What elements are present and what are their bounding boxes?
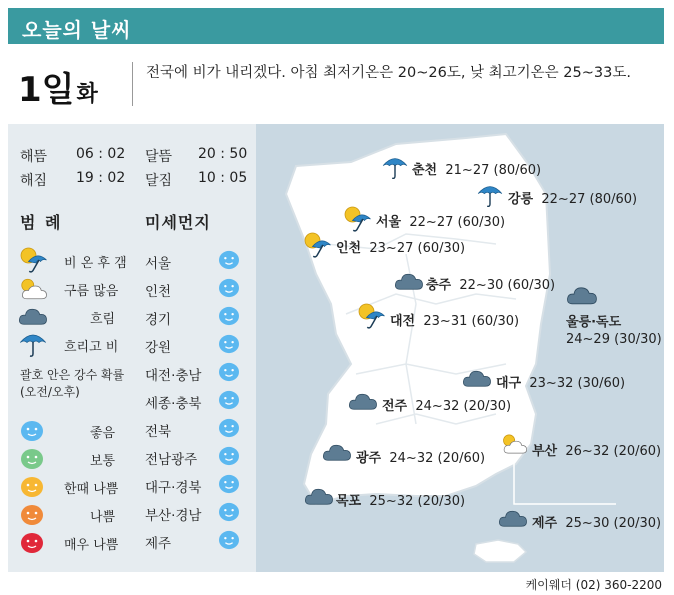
dust-title: 미세먼지 [145, 213, 211, 232]
cloud-icon [348, 391, 378, 411]
title-bar [8, 8, 664, 44]
good-face-icon [218, 530, 240, 550]
dust-region-label: 세종·충북 [145, 396, 202, 412]
dust-region-label: 대구·경북 [145, 480, 202, 496]
sunrise-label: 해뜸 [20, 149, 48, 165]
korea-map [256, 124, 664, 572]
good-face-icon [218, 362, 240, 382]
dust-region-label: 부산·경남 [145, 508, 202, 524]
source-credit: 케이웨더 (02) 360-2200 [525, 578, 662, 592]
dust-level-label: 매우 나쁨 [64, 538, 119, 553]
forecast-summary: 전국에 비가 내리겠다. 아침 최저기온은 20~26도, 낮 최고기온은 25~33도. [146, 65, 631, 81]
city-incheon: 인천 23~27 (60/30) [336, 241, 466, 256]
dust-region-label: 대전·충남 [145, 368, 202, 384]
good-face-icon [218, 334, 240, 354]
umbrella-icon [381, 153, 409, 181]
good-face-icon [218, 250, 240, 270]
dust-region-label: 인천 [145, 284, 172, 300]
good-face-icon [218, 278, 240, 298]
umbrella-icon [476, 181, 504, 209]
city-gangneung: 강릉 22~27 (80/60) [508, 192, 638, 207]
dust-region-label: 강원 [145, 340, 172, 356]
moonset-label: 달짐 [145, 173, 173, 189]
city-daegu: 대구 23~32 (30/60) [496, 376, 626, 391]
day-number: 1일 [18, 70, 75, 110]
city-ulleung: 울릉·독도 [566, 315, 622, 330]
weekday: 화 [76, 82, 98, 107]
sun-umbrella-icon [302, 230, 332, 260]
cloud-icon [304, 486, 334, 506]
sun-umbrella-icon [356, 301, 386, 331]
good-face-icon [20, 420, 44, 442]
city-mokpo: 목포 25~32 (20/30) [336, 494, 466, 509]
umbrella-icon [18, 329, 48, 359]
moonrise-time: 20 : 50 [198, 146, 248, 162]
cloud-icon [462, 368, 492, 388]
dust-region-label: 전남광주 [145, 452, 198, 468]
date-display [18, 62, 98, 111]
city-chuncheon: 춘천 21~27 (80/60) [412, 163, 542, 178]
sun-cloud-icon [500, 432, 528, 456]
good-face-icon [218, 306, 240, 326]
very-bad-face-icon [20, 532, 44, 554]
dust-region-label: 전북 [145, 424, 172, 440]
dust-level-label: 보통 [90, 454, 116, 469]
legend-label: 비 온 후 갬 [64, 256, 127, 271]
city-chungju: 충주 22~30 (60/30) [426, 278, 556, 293]
normal-face-icon [20, 448, 44, 470]
good-face-icon [218, 474, 240, 494]
city-jeju: 제주 25~30 (20/30) [532, 516, 662, 531]
divider [132, 62, 133, 106]
city-jeonju: 전주 24~32 (20/30) [382, 399, 512, 414]
good-face-icon [218, 418, 240, 438]
cloud-icon [498, 508, 528, 528]
city-busan: 부산 26~32 (20/60) [532, 444, 662, 459]
city-seoul: 서울 22~27 (60/30) [376, 215, 506, 230]
moonset-time: 10 : 05 [198, 170, 248, 186]
dust-level-label: 나쁨 [90, 510, 116, 525]
sun-cloud-icon [18, 277, 48, 301]
good-face-icon [218, 390, 240, 410]
page-title: 오늘의 날씨 [22, 18, 132, 42]
legend-label: 구름 많음 [64, 284, 119, 299]
legend-title: 범 례 [20, 213, 63, 232]
cloud-icon [394, 271, 424, 291]
city-daejeon: 대전 23~31 (60/30) [390, 314, 520, 329]
cloud-icon [566, 284, 598, 306]
precip-note: 괄호 안은 강수 확률 (오전/오후) [20, 368, 125, 399]
dust-region-label: 경기 [145, 312, 172, 328]
legend-label: 흐리고 비 [64, 340, 119, 355]
dust-level-label: 좋음 [90, 426, 116, 441]
sun-umbrella-icon [18, 245, 48, 275]
dust-level-label: 한때 나쁨 [64, 482, 119, 497]
moonrise-label: 달뜸 [145, 149, 173, 165]
info-panel [8, 124, 256, 572]
sunset-label: 해짐 [20, 173, 48, 189]
city-gwangju: 광주 24~32 (20/60) [356, 451, 486, 466]
sun-umbrella-icon [342, 204, 372, 234]
sunset-time: 19 : 02 [76, 170, 126, 186]
cloud-icon [18, 306, 48, 326]
good-face-icon [218, 446, 240, 466]
legend-label: 흐림 [90, 312, 116, 327]
good-face-icon [218, 502, 240, 522]
sometimes-bad-face-icon [20, 476, 44, 498]
dust-region-label: 제주 [145, 536, 172, 552]
bad-face-icon [20, 504, 44, 526]
dust-region-label: 서울 [145, 256, 172, 272]
sunrise-time: 06 : 02 [76, 146, 126, 162]
city-ulleung-temp: 24~29 (30/30) [566, 332, 662, 347]
cloud-icon [322, 442, 352, 462]
